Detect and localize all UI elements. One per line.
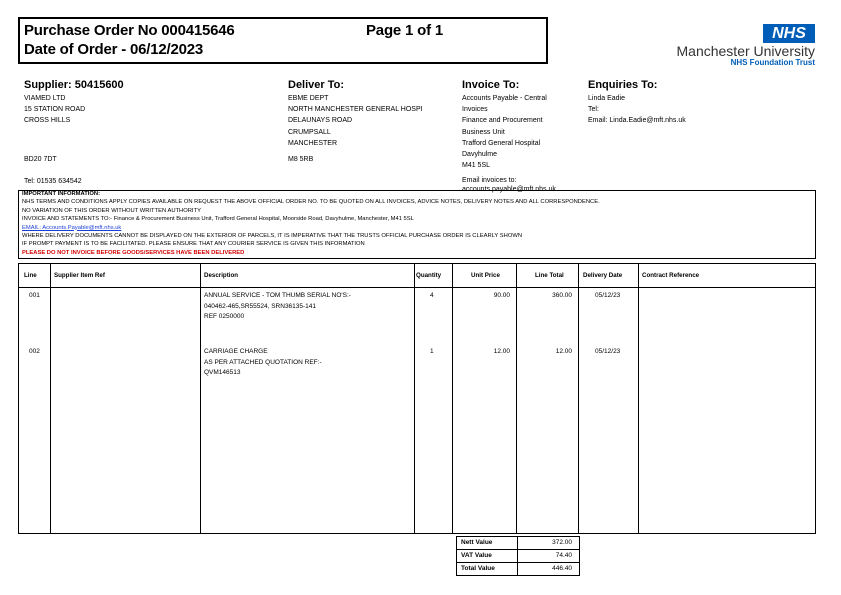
row1-description [204, 291, 351, 323]
col-divider [578, 264, 579, 533]
row2-line: 002 [29, 348, 40, 355]
col-header-line: Line [24, 272, 37, 279]
deliver-line: EBME DEPT [288, 95, 329, 102]
org-name: Manchester University [676, 43, 815, 59]
invoice-line: Accounts Payable - Central [462, 95, 547, 102]
totals-box [456, 536, 580, 576]
row1-line-total: 360.00 [552, 292, 572, 299]
supplier-heading: Supplier: 50415600 [24, 79, 124, 91]
enquiries-contact [588, 93, 686, 127]
col-divider [452, 264, 453, 533]
col-divider [414, 264, 415, 533]
net-value: 372.00 [552, 539, 572, 546]
col-header-description: Description [204, 272, 239, 279]
info-warning: PLEASE DO NOT INVOICE BEFORE GOODS/SERVICES HAVE BEEN DELIVERED [22, 249, 245, 256]
invoice-line: Davyhulme [462, 151, 498, 159]
row2-line-total: 12.00 [555, 348, 572, 355]
po-number: Purchase Order No 000415646 [24, 22, 235, 39]
total-value-label: Total Value [461, 565, 495, 572]
info-invoice-address: INVOICE AND STATEMENTS TO:- Finance & Procurement Business Unit, Trafford General Hospital, Moorside Road, Davyhulme, Manchester, M41 5SL [22, 216, 414, 223]
supplier-line: 15 STATION ROAD [24, 106, 86, 114]
deliver-line: DELAUNAYS ROAD [288, 117, 353, 125]
col-header-line-total: Line Total [535, 272, 564, 279]
supplier-tel: Tel: 01535 634542 [24, 178, 82, 185]
invoice-line: Trafford General Hospital [462, 139, 541, 147]
info-heading: IMPORTANT INFORMATION: [22, 191, 101, 197]
important-information [22, 190, 600, 257]
header-divider [19, 287, 815, 288]
info-delivery-docs: WHERE DELIVERY DOCUMENTS CANNOT BE DISPLAYED ON THE EXTERIOR OF PARCELS, IT IS IMPERATIVE THAT THE TRUSTS OFFICIAL PURCHASE ORDER IS CLEARLY SHOWN [22, 233, 523, 240]
supplier-line: CROSS HILLS [24, 117, 71, 125]
invoice-line: Business Unit [462, 128, 505, 136]
deliver-line: MANCHESTER [288, 139, 338, 147]
vat-value-row [457, 550, 579, 563]
deliver-address [288, 93, 423, 149]
enquiries-line: Tel: [588, 106, 599, 114]
row2-unit-price: 12.00 [493, 348, 510, 355]
row1-description-line: ANNUAL SERVICE - TOM THUMB SERIAL NO'S:- [204, 292, 351, 299]
row2-description-line: CARRIAGE CHARGE [204, 348, 268, 355]
row1-description-line: 040462-465,SR55524, SRN36135-141 [204, 302, 317, 310]
info-prompt-payment: IF PROMPT PAYMENT IS TO BE FACILITATED. PLEASE ENSURE THAT ANY COURIER SERVICE IS GIVEN THIS INFORMATION [22, 241, 365, 248]
row1-delivery-date: 05/12/23 [595, 292, 621, 299]
enquiries-line: Email: Linda.Eadie@mft.nhs.uk [588, 117, 686, 125]
total-value-row [457, 563, 579, 576]
invoice-line: Finance and Procurement [462, 117, 543, 125]
info-terms: NHS TERMS AND CONDITIONS APPLY COPIES AVAILABLE ON REQUEST THE ABOVE OFFICIAL ORDER NO. TO BE QUOTED ON ALL INVOICES, ADVICE NOTES, DELIVERY NOTES AND ALL CORRESPONDENCE. [22, 199, 600, 206]
deliver-postcode: M8 5RB [288, 156, 314, 163]
row1-unit-price: 90.00 [493, 292, 510, 299]
row1-line: 001 [29, 292, 40, 299]
col-divider [516, 264, 517, 533]
row2-delivery-date: 05/12/23 [595, 348, 621, 355]
row2-description [204, 347, 322, 379]
deliver-heading: Deliver To: [288, 79, 345, 91]
row1-description-line: REF 0250000 [204, 313, 245, 320]
deliver-line: CRUMPSALL [288, 128, 331, 136]
invoice-line: Invoices [462, 106, 488, 114]
invoice-email[interactable]: accounts.payable@mft.nhs.uk [462, 186, 556, 193]
row1-quantity: 4 [430, 292, 434, 299]
nhs-logo: NHS [763, 24, 815, 43]
net-value-label: Nett Value [461, 539, 493, 546]
row2-quantity: 1 [430, 348, 434, 355]
page-number: Page 1 of 1 [366, 22, 443, 39]
invoice-line: M41 5SL [462, 162, 491, 170]
col-header-unit-price: Unit Price [471, 272, 500, 279]
info-variation: NO VARIATION OF THIS ORDER WITHOUT WRITTEN AUTHORITY [22, 207, 201, 214]
supplier-line: VIAMED LTD [24, 95, 66, 102]
invoice-email-label: Email invoices to: [462, 177, 517, 184]
invoice-address [462, 93, 547, 171]
col-header-supplier-ref: Supplier Item Ref [54, 272, 105, 279]
col-header-quantity: Quantity [416, 272, 442, 279]
col-header-contract-ref: Contract Reference [642, 272, 700, 279]
invoice-heading: Invoice To: [462, 79, 520, 91]
row2-description-line: AS PER ATTACHED QUOTATION REF:- [204, 358, 322, 366]
row2-description-line: QVM146513 [204, 369, 241, 376]
col-header-delivery-date: Delivery Date [583, 272, 623, 279]
col-divider [638, 264, 639, 533]
net-value-row [457, 537, 579, 550]
enquiries-line: Linda Eadie [588, 95, 625, 102]
vat-value-label: VAT Value [461, 552, 492, 559]
info-email-link[interactable]: EMAIL: Accounts.Payable@mft.nhs.uk [22, 224, 122, 231]
org-subtitle: NHS Foundation Trust [730, 58, 815, 67]
supplier-address [24, 93, 85, 127]
line-items-table [18, 263, 816, 534]
supplier-postcode: BD20 7DT [24, 156, 57, 163]
vat-value: 74.40 [555, 552, 572, 559]
col-divider [50, 264, 51, 533]
col-divider [200, 264, 201, 533]
enquiries-heading: Enquiries To: [588, 79, 658, 91]
order-date: Date of Order - 06/12/2023 [24, 41, 204, 58]
deliver-line: NORTH MANCHESTER GENERAL HOSPI [288, 106, 423, 114]
total-value: 446.40 [552, 565, 572, 572]
